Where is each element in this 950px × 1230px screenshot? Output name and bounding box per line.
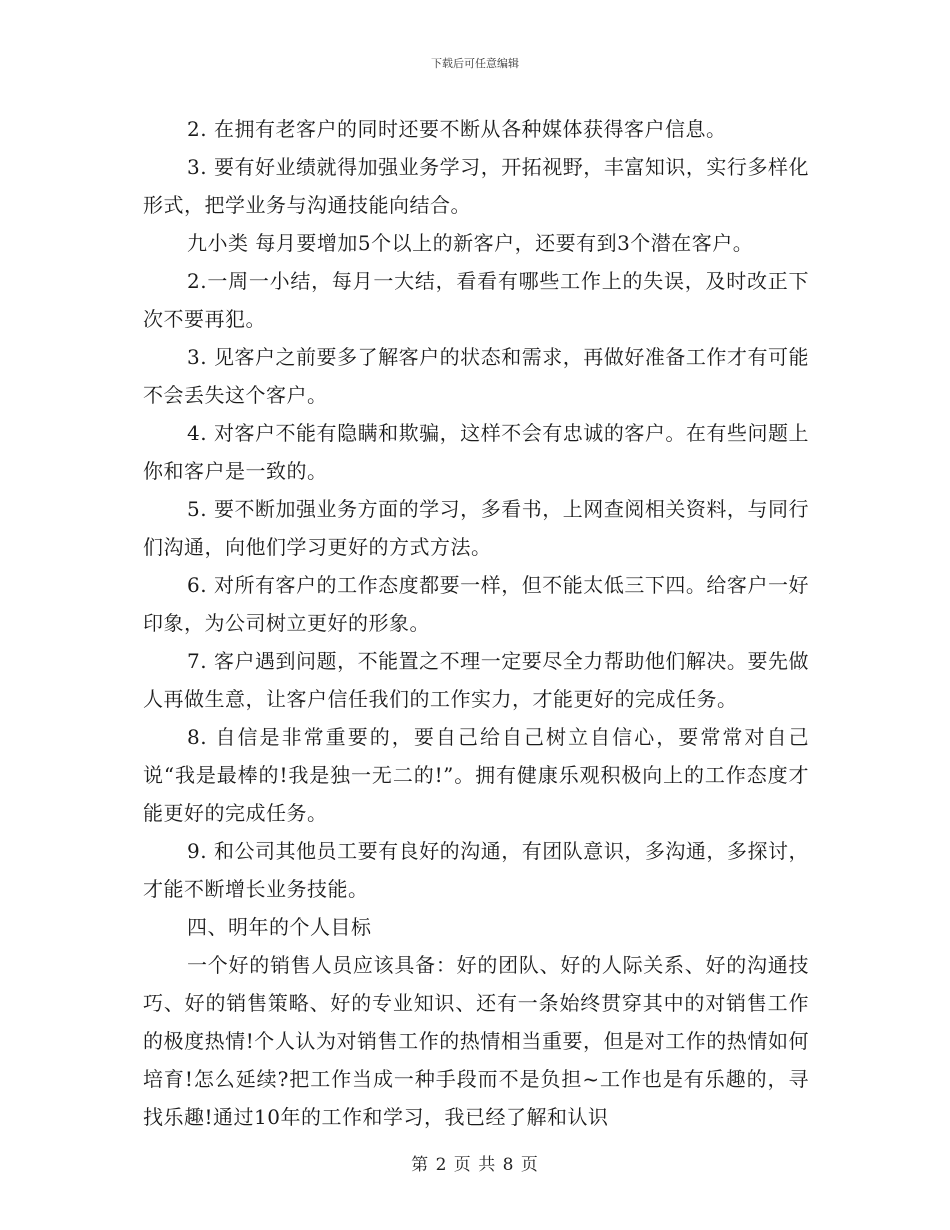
paragraph-attitude: 6. 对所有客户的工作态度都要一样，但不能太低三下四。给客户一好印象，为公司树立更好的形象。 [143, 573, 809, 635]
paragraph-sales-qualities: 一个好的销售人员应该具备：好的团队、好的人际关系、好的沟通技巧、好的销售策略、好的专业知识、还有一条始终贯穿其中的对销售工作的极度热情!个人认为对销售工作的热情相当重要，但是对工作的热情如何培育!怎么延续?把工作当成一种手段而不是负担~工作也是有乐趣的，寻找乐趣!通过10年的工作和学习，我已经了解和认识 [143, 953, 809, 1129]
paragraph-nine-category: 九小类 每月要增加5个以上的新客户，还要有到3个潜在客户。 [187, 231, 754, 255]
paragraph-teamwork: 9. 和公司其他员工要有良好的沟通，有团队意识，多沟通，多探讨，才能不断增长业务技能。 [143, 839, 809, 901]
paragraph-confidence: 8. 自信是非常重要的，要自己给自己树立自信心，要常常对自己说“我是最棒的!我是独一无二的!”。拥有健康乐观积极向上的工作态度才能更好的完成任务。 [143, 725, 809, 825]
paragraph-honesty: 4. 对客户不能有隐瞒和欺骗，这样不会有忠诚的客户。在有些问题上你和客户是一致的。 [143, 421, 809, 483]
paragraph-item-3: 3. 要有好业绩就得加强业务学习，开拓视野，丰富知识，实行多样化形式，把学业务与沟通技能向结合。 [143, 155, 809, 217]
document-body [143, 110, 809, 1136]
paragraph-client-prep: 3. 见客户之前要多了解客户的状态和需求，再做好准备工作才有可能不会丢失这个客户。 [143, 345, 809, 407]
header-note: 下载后可任意编辑 [431, 57, 519, 70]
paragraph-problem-solving: 7. 客户遇到问题，不能置之不理一定要尽全力帮助他们解决。要先做人再做生意，让客户信任我们的工作实力，才能更好的完成任务。 [143, 649, 809, 711]
paragraph-study: 5. 要不断加强业务方面的学习，多看书，上网查阅相关资料，与同行们沟通，向他们学习更好的方式方法。 [143, 497, 809, 559]
section-heading-goals: 四、明年的个人目标 [187, 915, 372, 939]
paragraph-item-2: 2. 在拥有老客户的同时还要不断从各种媒体获得客户信息。 [187, 117, 727, 141]
paragraph-weekly-summary: 2.一周一小结，每月一大结，看看有哪些工作上的失误，及时改正下次不要再犯。 [143, 269, 809, 331]
page-number: 第 2 页 共 8 页 [411, 1155, 539, 1175]
